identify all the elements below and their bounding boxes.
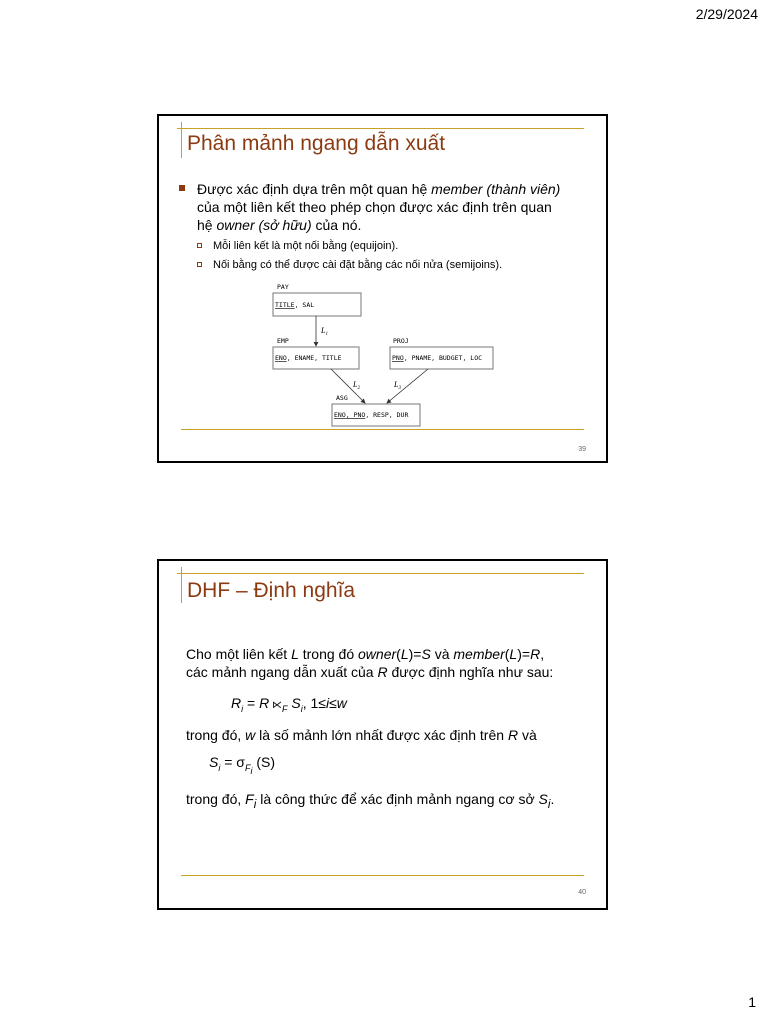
slide-number: 40 [578, 889, 586, 896]
title-accent-bar [181, 567, 182, 603]
title-rule [177, 573, 584, 574]
relation-attrs-emp: ENO, ENAME, TITLE [275, 354, 342, 362]
link-label-l2: $L_2$ [353, 380, 360, 391]
bullet-text: của một liên kết theo phép chọn được xác định trên quan [197, 199, 552, 215]
bullet-term-member: member (thành viên) [431, 181, 561, 197]
sub-bullet-text: Nối bằng có thể được cài đặt bằng các nối nửa (semijoins). [213, 259, 503, 271]
formula-si: $S_i = \sigma_{F_i}$ (S) [209, 754, 276, 776]
relation-attrs-proj: PNO, PNAME, BUDGET, LOC [392, 354, 483, 362]
slide-number: 39 [578, 446, 586, 453]
relation-name-pay: PAY [277, 283, 289, 291]
bullet-text: của nó. [311, 217, 362, 233]
slide-40 [157, 559, 608, 910]
relation-attrs-pay: TITLE, SAL [275, 301, 315, 309]
footer-rule [181, 429, 584, 430]
bullet-text: Được xác định dựa trên một quan hệ [197, 181, 432, 197]
page-date: 2/29/2024 [695, 6, 758, 22]
relation-name-proj: PROJ [393, 337, 409, 345]
relation-attrs-asg: ENO, PNO, RESP, DUR [334, 411, 409, 419]
slide-title: Phân mảnh ngang dẫn xuất [187, 132, 446, 155]
relation-name-asg: ASG [336, 394, 348, 402]
where-paragraph-2: trong đó, $F_i$ là công thức để xác định mảnh ngang cơ sở $S_i$. [186, 791, 555, 811]
link-diagram [159, 116, 610, 465]
slide-39 [157, 114, 608, 463]
footer-rule [181, 875, 584, 876]
slide-title: DHF – Định nghĩa [187, 579, 356, 602]
link-label-l3: $L_3$ [394, 380, 401, 391]
link-label-l1: $L_1$ [321, 326, 328, 337]
definition-paragraph: Cho một liên kết L trong đó owner(L)=S và member(L)=R, các mảnh ngang dẫn xuất của R được định nghĩa như sau: [186, 646, 554, 680]
where-paragraph: trong đó, w là số mảnh lớn nhất được xác định trên R và [186, 727, 537, 743]
formula-ri: $R_i = R$ $⋉_F$ $S_i$, 1≤i≤w [231, 695, 347, 714]
bullet-text: hệ [197, 217, 217, 233]
relation-name-emp: EMP [277, 337, 289, 345]
bullet-term-owner: owner (sở hữu) [216, 217, 312, 233]
page-number: 1 [748, 994, 756, 1010]
sub-bullet-text: Mỗi liên kết là một nối bằng (equijoin). [213, 240, 399, 252]
